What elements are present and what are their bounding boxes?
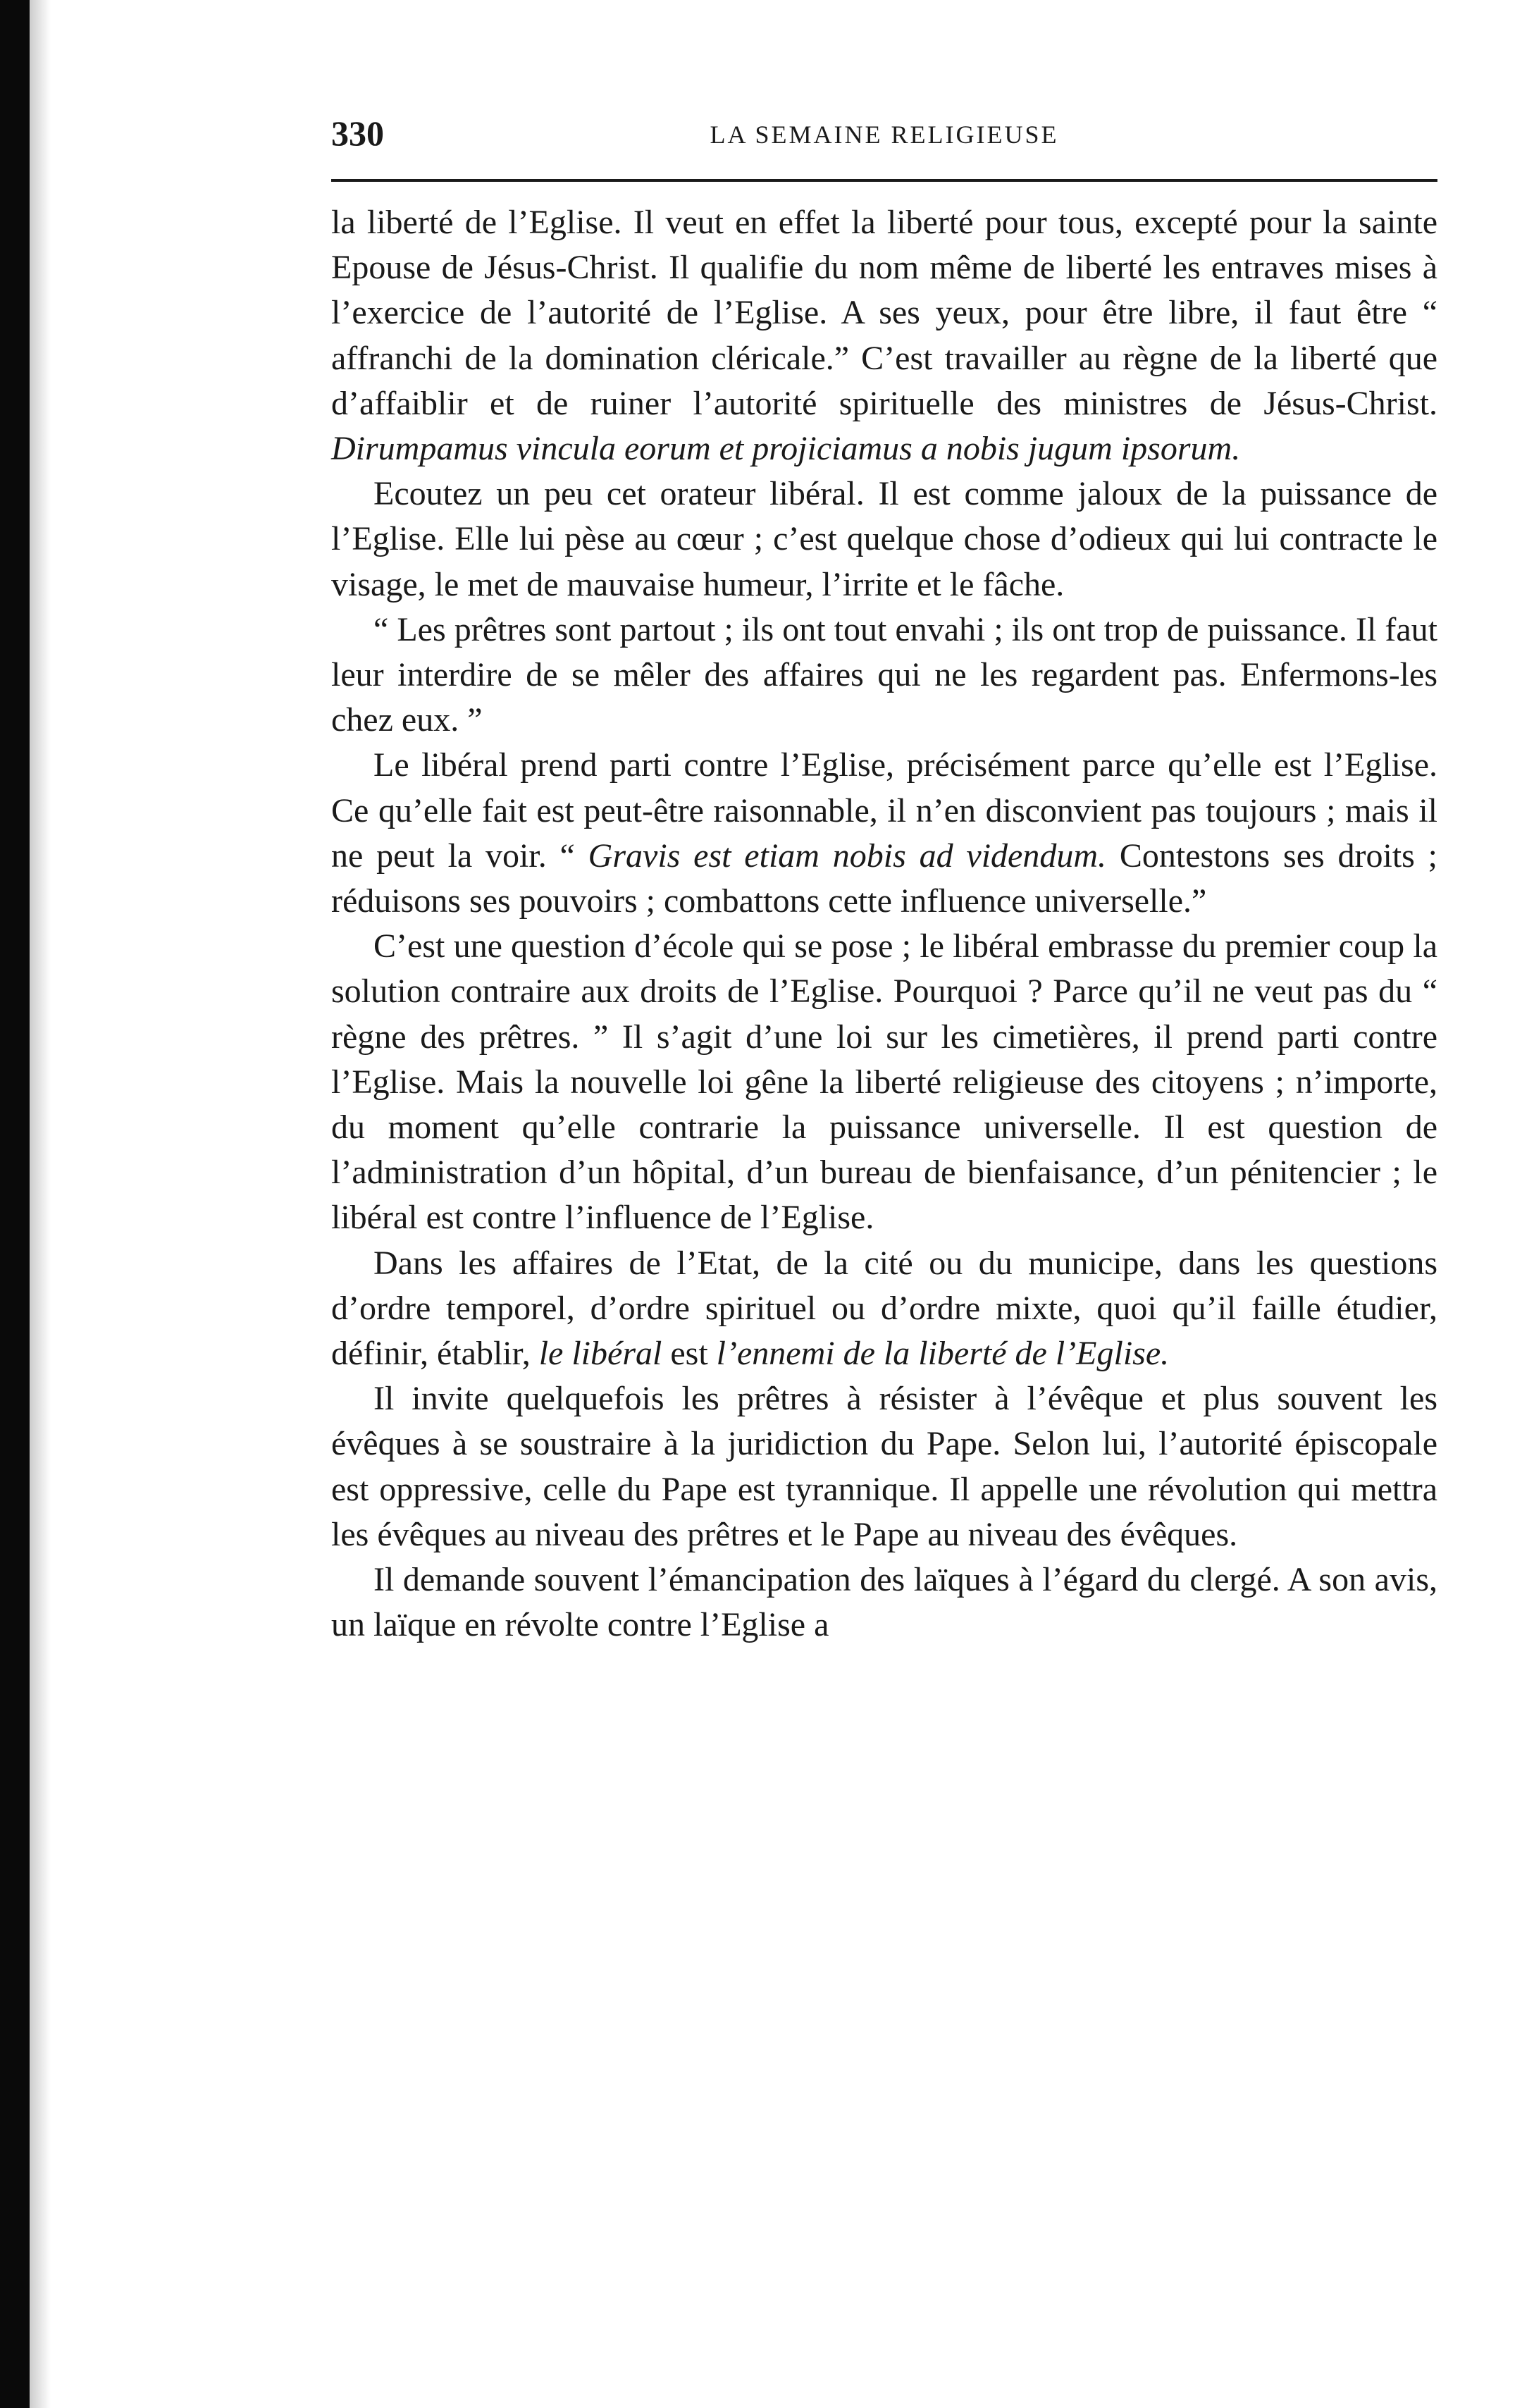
header-rule [331,179,1437,182]
text-segment: Il demande souvent l’émancipation des laïques à l’égard du clergé. A son avis, un laïque en révolte contre l’Eglise a [331,1561,1437,1644]
paragraph [331,924,1437,1240]
binding-shadow [30,0,51,2408]
running-head [331,99,1437,162]
page-number: 330 [331,113,384,153]
paragraph [331,471,1437,607]
paragraph [331,1557,1437,1648]
running-title: LA SEMAINE RELIGIEUSE [710,121,1059,149]
paragraph [331,607,1437,743]
book-page [331,99,1437,1648]
body-text [331,200,1437,1648]
book-binding-edge [0,0,30,2408]
italic-text: Gravis est etiam nobis ad videndum. [588,836,1107,875]
text-segment: “ Les prêtres sont partout ; ils ont tout envahi ; ils ont trop de puissance. Il faut leur interdire de se mêler des affaires qui ne les regardent pas. Enfermons-les chez eux. ” [331,610,1437,739]
italic-text: Dirumpamus vincula eorum et projiciamus a nobis jugum ipsorum. [331,430,1241,468]
paragraph [331,200,1437,471]
text-segment: est [662,1335,717,1373]
text-segment: Le libéral prend parti contre l’Eglise, précisément parce qu’elle est l’Eglise. Ce qu’elle fait est peut-être raisonnable, il n’en disconvient pas toujours ; mais il ne peut la voir. “ [331,746,1437,875]
paragraph [331,1241,1437,1377]
text-segment: Dans les affaires de l’Etat, de la cité ou du municipe, dans les questions d’ordre temporel, d’ordre spirituel ou d’ordre mixte, quoi qu’il faille étudier, définir, établir, [331,1244,1437,1373]
italic-text: l’ennemi de la liberté de l’Eglise. [716,1335,1170,1373]
text-segment: Il invite quelquefois les prêtres à résister à l’évêque et plus souvent les évêques à se soustraire à la juridiction du Pape. Selon lui, l’autorité épiscopale est oppressive, celle du Pape est tyrannique. Il appelle une révolution qui mettra les évêques au niveau des prêtres et le Pape au niveau des évêques. [331,1380,1437,1553]
text-segment: C’est une question d’école qui se pose ; le libéral embrasse du premier coup la solution contraire aux droits de l’Eglise. Pourquoi ? Parce qu’il ne veut pas du “ règne des prêtres. ” Il s’agit d’une loi sur les cimetières, il prend parti contre l’Eglise. Mais la nouvelle loi gêne la liberté religieuse des citoyens ; n’importe, du moment qu’elle contrarie la puissance universelle. Il est question de l’administration d’un hôpital, d’un bureau de bienfaisance, d’un pénitencier ; le libéral est contre l’influence de l’Eglise. [331,927,1437,1237]
text-segment: la liberté de l’Eglise. Il veut en effet la liberté pour tous, excepté pour la sainte Epouse de Jésus-Christ. Il qualifie du nom même de liberté les entraves mises à l’exercice de l’autorité de l’Eglise. A ses yeux, pour être libre, il faut être “ affranchi de la domination cléricale.” C’est travailler au règne de la liberté que d’affaiblir et de ruiner l’autorité spirituelle des ministres de Jésus-Christ. [331,204,1437,422]
italic-text: le libéral [538,1335,662,1373]
paragraph [331,1376,1437,1557]
paragraph [331,743,1437,924]
text-segment: Contestons ses droits ; réduisons ses pouvoirs ; combattons cette influence universelle.” [331,836,1438,920]
text-segment: Ecoutez un peu cet orateur libéral. Il est comme jaloux de la puissance de l’Eglise. Elle lui pèse au cœur ; c’est quelque chose d’odieux qui lui contracte le visage, le met de mauvaise humeur, l’irrite et le fâche. [331,475,1437,603]
